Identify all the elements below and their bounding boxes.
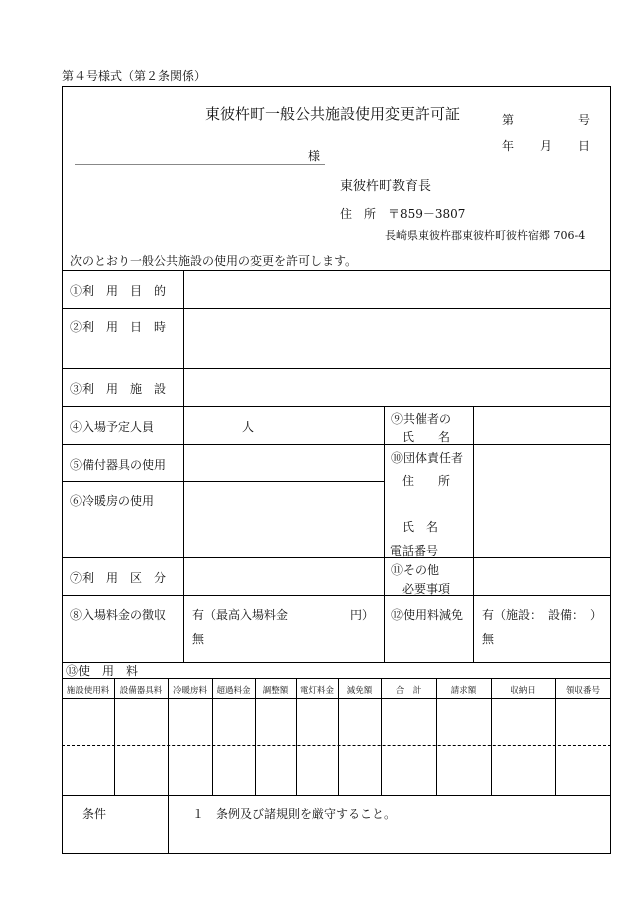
resp-name-label: 氏 名 xyxy=(402,520,439,534)
rule xyxy=(62,368,611,369)
date-month: 月 xyxy=(540,139,553,153)
aircon-label: ⑥冷暖房の使用 xyxy=(70,494,155,508)
date-day: 日 xyxy=(578,139,591,153)
number-suffix: 号 xyxy=(578,113,591,127)
fee-col-header: 電灯料金 xyxy=(299,686,334,696)
fee-collection-label: ⑧入場料金の徴収 xyxy=(70,608,167,622)
fee-col-header: 超過料金 xyxy=(216,686,251,696)
col-divider xyxy=(384,406,385,662)
fee-col-header: 設備器具料 xyxy=(119,686,163,696)
fee-col-header: 調整額 xyxy=(262,686,289,696)
rule xyxy=(62,698,611,699)
rule xyxy=(62,557,611,558)
conditions-label: 条件 xyxy=(82,807,107,821)
category-label: ⑦利 用 区 分 xyxy=(70,571,167,585)
number-label: 第 xyxy=(502,113,515,127)
attendees-label: ④入場予定人員 xyxy=(70,420,155,434)
col-divider xyxy=(473,406,474,662)
rule xyxy=(62,662,611,663)
fee-col-header: 施設使用料 xyxy=(66,686,110,696)
conditions-text: １ 条例及び諸規則を厳守すること。 xyxy=(192,807,397,821)
fee-col-header: 請求額 xyxy=(450,686,477,696)
responsible-label: ⑩団体責任者 xyxy=(391,451,464,465)
dashed-rule xyxy=(62,745,611,746)
postal-code: 〒859－3807 xyxy=(388,207,466,221)
fee-col-header: 減免額 xyxy=(346,686,373,696)
fee-col-header: 領収番号 xyxy=(565,686,600,696)
rule xyxy=(62,308,611,309)
rule xyxy=(62,444,611,445)
issuer: 東彼杵町教育長 xyxy=(340,179,432,194)
resp-address-label: 住 所 xyxy=(402,474,451,488)
attendees-unit: 人 xyxy=(242,420,255,434)
address: 長崎県東彼杵郡東彼杵町彼杵宿郷 706-4 xyxy=(385,229,586,242)
other-label-2: 必要事項 xyxy=(402,582,451,596)
resp-phone-label: 電話番号 xyxy=(390,544,439,558)
fee-yes: 有（最高入場料金 xyxy=(192,608,289,622)
cohost-label-2: 氏 名 xyxy=(402,430,451,444)
address-label: 住 所 xyxy=(340,207,377,221)
cohost-label: ⑨共催者の xyxy=(391,412,452,426)
form-title: 東彼杵町一般公共施設使用変更許可証 xyxy=(205,105,461,123)
reduction-yes: 有（施設： 設備： ） xyxy=(482,608,603,622)
addressee-suffix: 様 xyxy=(308,149,321,163)
form-number: 第４号様式（第２条関係） xyxy=(62,69,207,83)
other-label: ⑪その他 xyxy=(391,563,440,577)
facility-label: ③利 用 施 設 xyxy=(70,382,167,396)
fee-col-header: 収納日 xyxy=(510,686,536,696)
fees-label: ⑬使 用 料 xyxy=(66,664,139,678)
fee-no: 無 xyxy=(192,632,205,646)
rule xyxy=(62,595,611,596)
fee-col-divider xyxy=(168,678,169,854)
fee-col-header: 冷暖房料 xyxy=(172,686,207,696)
purpose-label: ①利 用 目 的 xyxy=(70,284,167,298)
addressee-line xyxy=(75,164,325,165)
statement: 次のとおり一般公共施設の使用の変更を許可します。 xyxy=(70,254,358,268)
fee-col-header: 合 計 xyxy=(395,686,422,696)
col-divider xyxy=(183,270,184,662)
rule xyxy=(62,795,611,796)
rule xyxy=(62,406,611,407)
rule xyxy=(62,270,611,271)
datetime-label: ②利 用 日 時 xyxy=(70,320,167,334)
reduction-no: 無 xyxy=(482,632,495,646)
rule xyxy=(62,481,384,482)
date-year: 年 xyxy=(502,139,515,153)
rule xyxy=(62,678,611,679)
reduction-label: ⑫使用料減免 xyxy=(391,608,464,622)
equipment-label: ⑤備付器具の使用 xyxy=(70,458,167,472)
fee-yen: 円） xyxy=(350,608,375,622)
